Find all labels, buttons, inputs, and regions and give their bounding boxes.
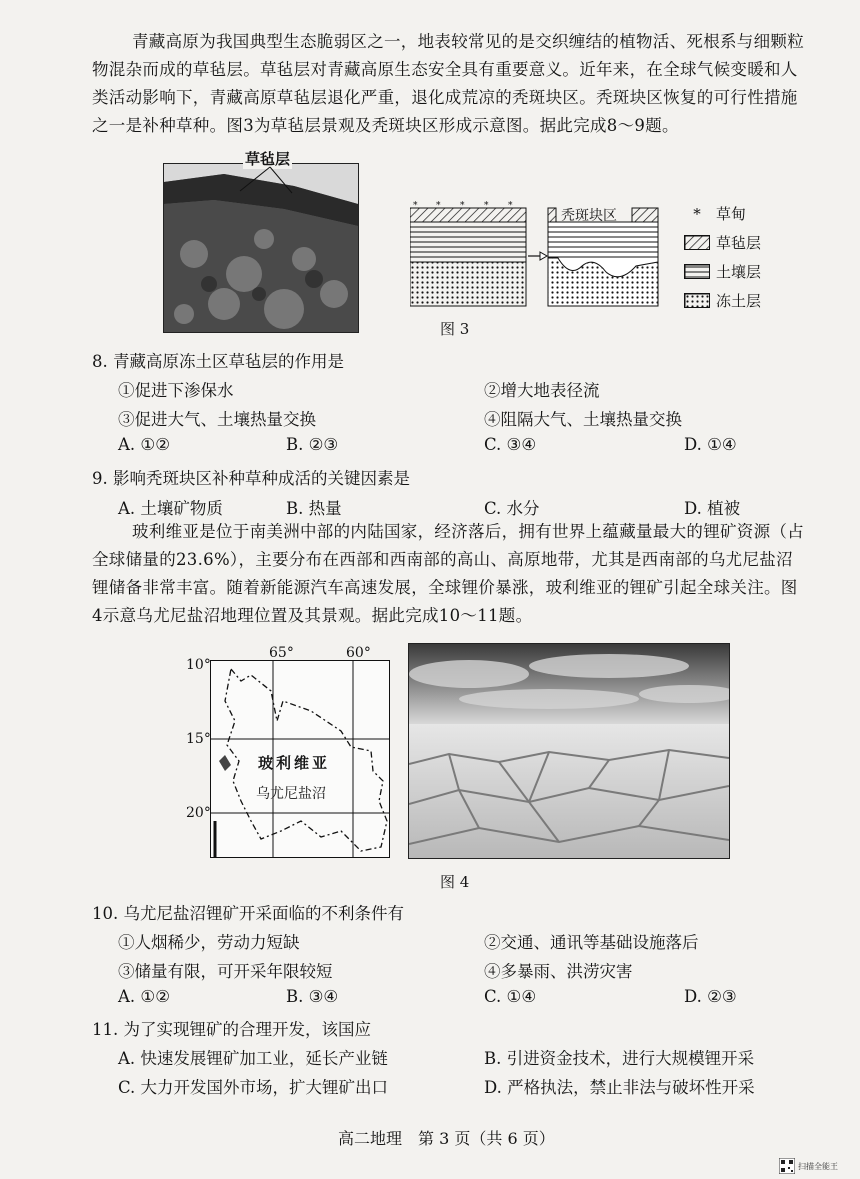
q9-choice-a[interactable]: A. 土壤矿物质: [118, 499, 223, 518]
q8-item-2: ②增大地表径流: [484, 381, 600, 400]
legend-permafrost: 冻土层: [684, 290, 761, 311]
legend-soil: 土壤层: [684, 261, 761, 282]
q9-stem: 9. 影响秃斑块区补种草种成活的关键因素是: [92, 469, 410, 488]
bald-patch-label: 秃斑块区: [561, 208, 617, 224]
svg-text:*: *: [508, 201, 513, 211]
q8-stem: 8. 青藏高原冻土区草毡层的作用是: [92, 352, 344, 371]
q9-choice-c[interactable]: C. 水分: [484, 499, 540, 518]
lat-15-label: 15°: [186, 731, 211, 747]
q8-choice-a[interactable]: A. ①②: [118, 435, 170, 454]
bald-patch-diagram: [410, 200, 670, 310]
hatch-swatch: [684, 235, 710, 250]
q10-item-4: ④多暴雨、洪涝灾害: [484, 962, 633, 981]
lon-65-label: 65°: [269, 645, 294, 661]
q8-choice-d[interactable]: D. ①④: [684, 435, 737, 454]
q8-item-1: ①促进下渗保水: [118, 381, 234, 400]
fig4-caption: 图 4: [440, 873, 470, 891]
q10-choice-c[interactable]: C. ①④: [484, 987, 537, 1006]
q10-stem: 10. 乌尤尼盐沼锂矿开采面临的不利条件有: [92, 904, 404, 923]
lon-60-label: 60°: [346, 645, 371, 661]
svg-text:*: *: [436, 201, 441, 211]
q8-item-3: ③促进大气、土壤热量交换: [118, 410, 316, 429]
qr-icon: [779, 1158, 795, 1174]
salt-flat-photo: [408, 643, 730, 859]
q11-stem: 11. 为了实现锂矿的合理开发，该国应: [92, 1020, 371, 1039]
country-label: 玻利维亚: [258, 754, 331, 772]
legend-grass-mat: 草毡层: [684, 232, 761, 253]
salt-flat-label: 乌尤尼盐沼: [256, 786, 326, 802]
q10-item-1: ①人烟稀少，劳动力短缺: [118, 933, 300, 952]
q11-choice-a[interactable]: A. 快速发展锂矿加工业，延长产业链: [118, 1049, 388, 1068]
page-footer: 高二地理 第 3 页（共 6 页）: [338, 1129, 555, 1148]
legend-meadow: * 草甸: [684, 203, 761, 224]
scanner-badge-text: 扫描全能王: [798, 1161, 838, 1171]
grass-mat-label: 草毡层: [245, 150, 291, 168]
q8-choice-c[interactable]: C. ③④: [484, 435, 537, 454]
passage-2: 玻利维亚是位于南美洲中部的内陆国家，经济落后，拥有世界上蕴藏量最大的锂矿资源（占全球储量的23.6%），主要分布在西部和西南部的高山、高原地带，尤其是西南部的乌尤尼盐沼锂储备非常丰富。随着新能源汽车高速发展，全球锂价暴涨，玻利维亚的锂矿引起全球关注。图4示意乌尤尼盐沼地理位置及其景观。据此完成10～11题。: [92, 522, 804, 625]
lat-20-label: 20°: [186, 805, 211, 821]
q10-item-3: ③储量有限，可开采年限较短: [118, 962, 333, 981]
q10-choice-a[interactable]: A. ①②: [118, 987, 170, 1006]
passage-1: 青藏高原为我国典型生态脆弱区之一，地表较常见的是交织缠结的植物活、死根系与细颗粒物混杂而成的草毡层。草毡层对青藏高原生态安全具有重要意义。近年来，在全球气候变暖和人类活动影响下，青藏高原草毡层退化严重，退化成荒凉的秃斑块区。秃斑块区恢复的可行性措施之一是补种草种。图3为草毡层景观及秃斑块区形成示意图。据此完成8～9题。: [92, 32, 804, 135]
scanner-badge: [779, 1158, 838, 1174]
lat-10-label: 10°: [186, 657, 211, 673]
fig3-caption: 图 3: [440, 320, 470, 338]
q9-choice-b[interactable]: B. 热量: [286, 499, 342, 518]
svg-text:*: *: [460, 201, 465, 211]
q10-item-2: ②交通、通讯等基础设施落后: [484, 933, 699, 952]
dots-swatch: [684, 293, 710, 308]
q11-choice-c[interactable]: C. 大力开发国外市场，扩大锂矿出口: [118, 1078, 389, 1097]
q8-item-4: ④阻隔大气、土壤热量交换: [484, 410, 682, 429]
svg-text:*: *: [484, 201, 489, 211]
q9-choice-d[interactable]: D. 植被: [684, 499, 741, 518]
meadow-symbol: *: [693, 204, 701, 223]
q8-choice-b[interactable]: B. ②③: [286, 435, 339, 454]
fig3-legend: [684, 203, 761, 311]
q10-choice-b[interactable]: B. ③④: [286, 987, 339, 1006]
svg-text:*: *: [413, 201, 418, 211]
lines-swatch: [684, 264, 710, 279]
q10-choice-d[interactable]: D. ②③: [684, 987, 737, 1006]
q11-choice-d[interactable]: D. 严格执法，禁止非法与破坏性开采: [484, 1078, 755, 1097]
q11-choice-b[interactable]: B. 引进资金技术，进行大规模锂开采: [484, 1049, 755, 1068]
label-pointer: [230, 165, 310, 195]
